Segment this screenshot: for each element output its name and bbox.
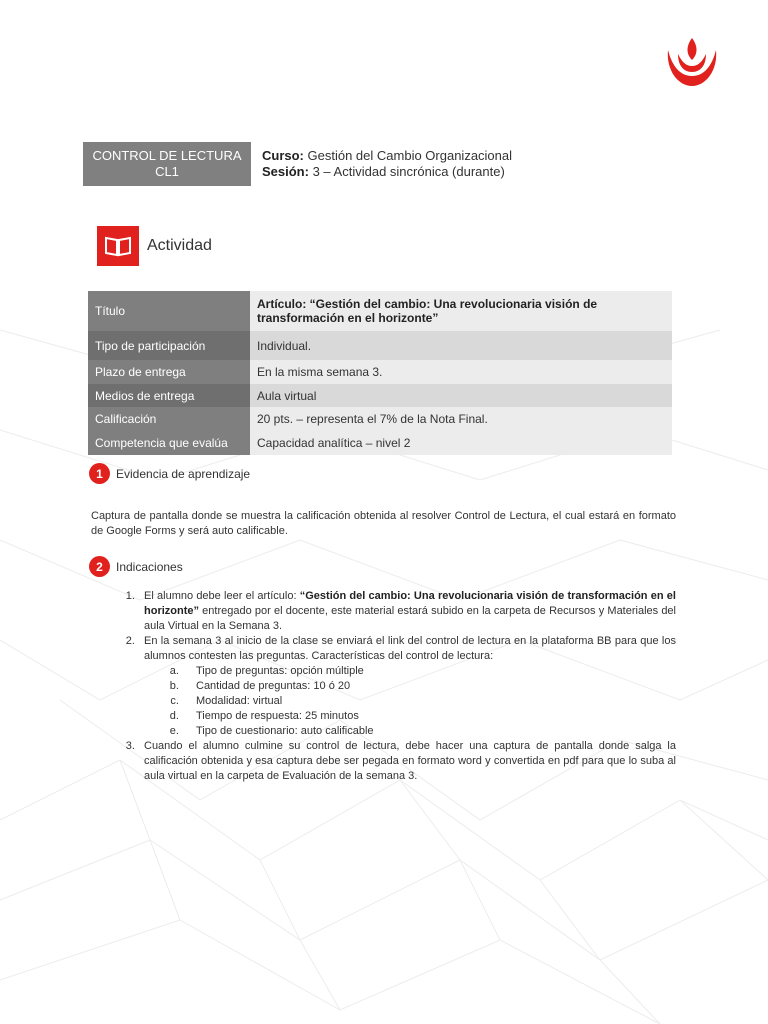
row-label: Título bbox=[88, 291, 250, 331]
item-text: entregado por el docente, este material estará subido en la carpeta de Recursos y Materiales del aula Virtual en la Semana 3. bbox=[144, 605, 676, 632]
row-value: Capacidad analítica – nivel 2 bbox=[250, 430, 672, 455]
item-text: El alumno debe leer el artículo: bbox=[144, 590, 300, 602]
course-value: Gestión del Cambio Organizacional bbox=[307, 148, 513, 163]
instructions-heading bbox=[89, 556, 183, 577]
row-label: Competencia que evalúa bbox=[88, 430, 250, 455]
row-label: Medios de entrega bbox=[88, 384, 250, 407]
section-number-badge: 1 bbox=[89, 463, 110, 484]
evidence-text: Captura de pantalla donde se muestra la calificación obtenida al resolver Control de Lectura, el cual estará en formato de Google Forms y será auto calificable. bbox=[91, 510, 676, 537]
table-row bbox=[88, 407, 672, 430]
instructions-list bbox=[88, 589, 676, 784]
section-number-badge: 2 bbox=[89, 556, 110, 577]
sub-list-item: a. Tipo de preguntas: opción múltiple bbox=[182, 664, 676, 679]
sub-list-item: c. Modalidad: virtual bbox=[182, 694, 676, 709]
item-text: Cuando el alumno culmine su control de lectura, debe hacer una captura de pantalla donde salga la calificación obtenida y esa captura debe ser pegada en formato word y convertida en pdf para que lo suba al aula virtual en la carpeta de Evaluación de la semana 3. bbox=[144, 740, 676, 782]
activity-details-table bbox=[88, 291, 672, 455]
row-value: Artículo: “Gestión del cambio: Una revolucionaria visión de transformación en el horizonte” bbox=[250, 291, 672, 331]
article-title: “Gestión del cambio: Una revolucionaria visión de transformación en el horizonte” bbox=[144, 590, 676, 617]
row-label: Plazo de entrega bbox=[88, 360, 250, 384]
item-text: En la semana 3 al inicio de la clase se enviará el link del control de lectura en la plataforma BB para que los alumnos contesten las preguntas. Características del control de lectura: bbox=[144, 635, 676, 662]
evidence-heading bbox=[89, 463, 250, 484]
list-item bbox=[138, 589, 676, 634]
table-row bbox=[88, 291, 672, 331]
university-logo-icon bbox=[664, 36, 720, 88]
section-title: Indicaciones bbox=[116, 559, 183, 574]
characteristics-list bbox=[144, 664, 676, 739]
course-line bbox=[262, 148, 512, 164]
session-line bbox=[262, 164, 512, 180]
row-value: En la misma semana 3. bbox=[250, 360, 672, 384]
row-value: Individual. bbox=[250, 331, 672, 360]
list-item bbox=[138, 634, 676, 739]
course-info bbox=[262, 148, 512, 180]
sub-list-item: d. Tiempo de respuesta: 25 minutos bbox=[182, 709, 676, 724]
table-row bbox=[88, 331, 672, 360]
section-title: Evidencia de aprendizaje bbox=[116, 466, 251, 481]
sub-list-item: b. Cantidad de preguntas: 10 ó 20 bbox=[182, 679, 676, 694]
control-code: CL1 bbox=[155, 164, 179, 179]
control-title: CONTROL DE LECTURA bbox=[92, 148, 242, 163]
table-row bbox=[88, 360, 672, 384]
list-item bbox=[138, 739, 676, 784]
activity-title: Actividad bbox=[147, 237, 212, 254]
row-value: Aula virtual bbox=[250, 384, 672, 407]
course-label: Curso: bbox=[262, 148, 304, 163]
control-title-box bbox=[83, 142, 251, 186]
row-label: Tipo de participación bbox=[88, 331, 250, 360]
row-value: 20 pts. – representa el 7% de la Nota Final. bbox=[250, 407, 672, 430]
sub-list-item: e. Tipo de cuestionario: auto calificable bbox=[182, 724, 676, 739]
row-label: Calificación bbox=[88, 407, 250, 430]
table-row bbox=[88, 430, 672, 455]
open-book-icon bbox=[97, 226, 139, 266]
session-label: Sesión: bbox=[262, 164, 309, 179]
table-row bbox=[88, 384, 672, 407]
session-value: 3 – Actividad sincrónica (durante) bbox=[312, 164, 505, 179]
